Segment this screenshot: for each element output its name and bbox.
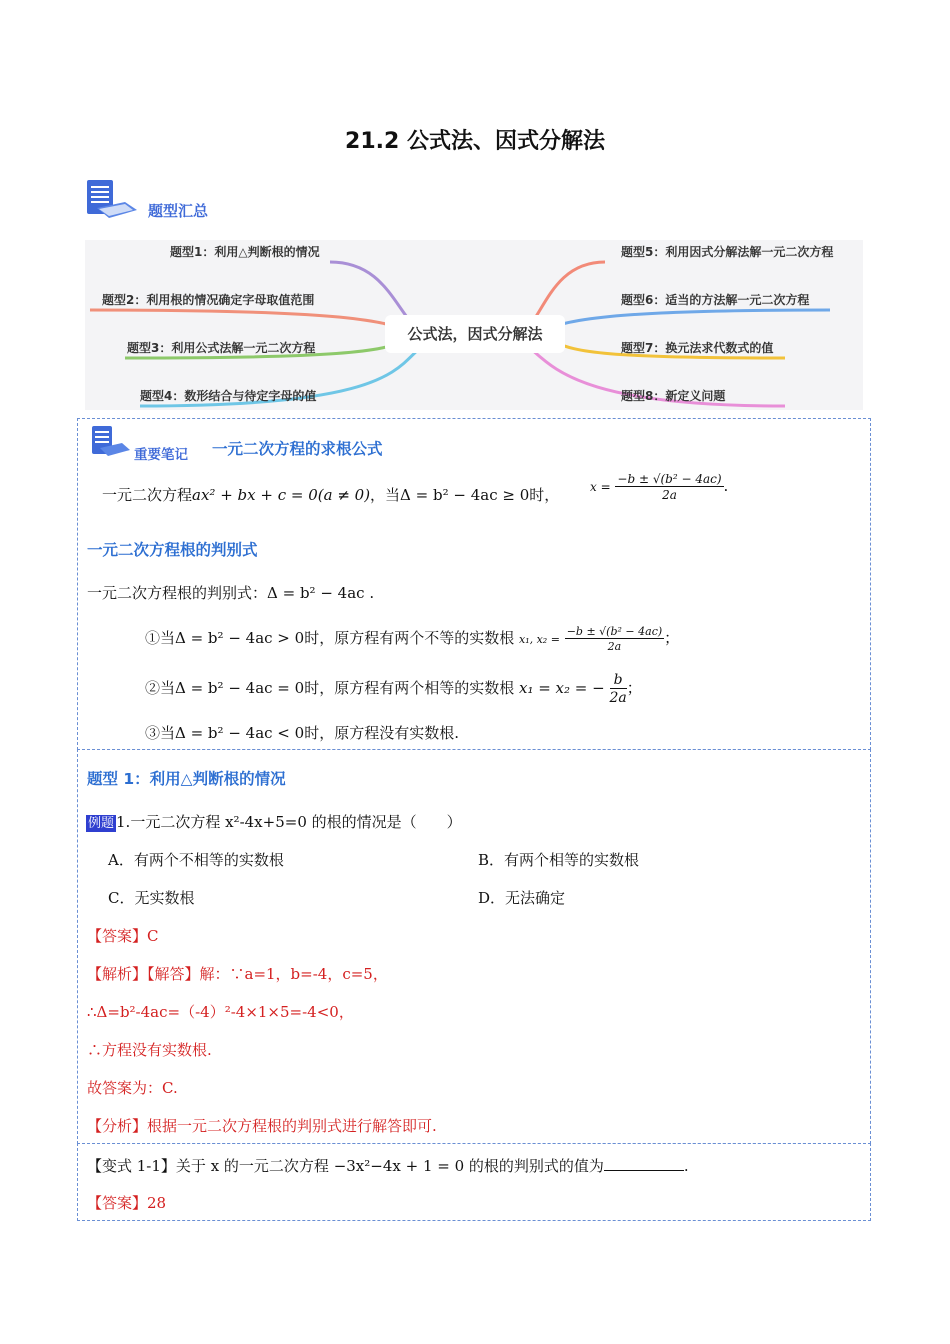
mind-map-item: 题型8：新定义问题 (621, 389, 726, 403)
case-2-fraction (610, 672, 627, 706)
example-question (86, 811, 462, 832)
question-text: 1.一元二次方程 x²-4x+5=0 的根的情况是（ ） (116, 813, 462, 831)
discriminant-title: 一元二次方程根的判别式 (87, 541, 258, 559)
case-1-roots: x₁, x₂ = (518, 633, 560, 646)
option-c: C．无实数根 (108, 889, 195, 907)
answer-blank (604, 1156, 684, 1171)
variant-text: 【变式 1-1】关于 x 的一元二次方程 −3x²−4x + 1 = 0 的根的判别式的值为 (87, 1157, 604, 1175)
analysis-line: ∴方程没有实数根. (87, 1041, 212, 1059)
book-icon (85, 178, 140, 223)
option-d: D．无法确定 (478, 889, 566, 907)
summary-header: 题型汇总 (148, 202, 209, 220)
formula-equation: ax² + bx + c = 0(a ≠ 0) (192, 486, 371, 504)
mind-map-item: 题型5：利用因式分解法解一元二次方程 (621, 245, 834, 259)
analysis-line: 故答案为：C. (87, 1079, 178, 1097)
variant-answer: 【答案】28 (87, 1194, 167, 1212)
mind-map-item: 题型4：数形结合与待定字母的值 (140, 389, 317, 403)
formula-x: x = (590, 480, 611, 494)
case-3: ③当Δ = b² − 4ac < 0时，原方程没有实数根. (145, 724, 459, 742)
type1-header: 题型 1：利用△判断根的情况 (87, 770, 286, 788)
case-2-text: ②当Δ = b² − 4ac = 0时，原方程有两个相等的实数根 (145, 679, 515, 697)
case-1: ①当Δ = b² − 4ac > 0时，原方程有两个不等的实数根 x₁, x₂ = $\frac{\text{−b ± √(b² − 4ac)}}{2a}$ ； (145, 625, 680, 653)
root-formula (102, 484, 559, 505)
formula-condition: ，当Δ = b² − 4ac ≥ 0时， (370, 486, 560, 504)
case-1-denominator: 2a (607, 640, 622, 653)
mind-map (85, 240, 863, 410)
analysis-line: ∴Δ=b²-4ac=（-4）²-4×1×5=-4<0， (87, 1003, 354, 1021)
formula-denominator: 2a (662, 488, 677, 502)
discriminant-definition: 一元二次方程根的判别式：Δ = b² − 4ac . (87, 584, 375, 602)
example-tag: 例题 (88, 816, 115, 831)
formula-numerator: −b ± √(b² − 4ac) (617, 472, 722, 486)
analysis-summary: 【分析】根据一元二次方程根的判别式进行解答即可. (87, 1117, 437, 1135)
mind-map-item: 题型1：利用△判断根的情况 (170, 245, 320, 259)
case-2-denominator: 2a (609, 690, 627, 706)
variant-question: 【变式 1-1】关于 x 的一元二次方程 −3x²−4x + 1 = 0 的根的判别式的值为 . (87, 1157, 689, 1175)
case-1-text: ①当Δ = b² − 4ac > 0时，原方程有两个不等的实数根 (145, 629, 515, 647)
type1-box (77, 749, 871, 1144)
notes-subtitle: 一元二次方程的求根公式 (212, 440, 383, 458)
case-2: ②当Δ = b² − 4ac = 0时，原方程有两个相等的实数根 x₁ = x₂ = − $\frac{b}{2a}$ ； (145, 672, 642, 706)
analysis-line: 【解析】【解答】解：∵a=1，b=-4，c=5， (87, 965, 388, 983)
mind-map-item: 题型3：利用公式法解一元二次方程 (127, 341, 316, 355)
option-a: A．有两个不相等的实数根 (108, 851, 284, 869)
page-title: 21.2 公式法、因式分解法 (345, 129, 605, 154)
case-2-roots: x₁ = x₂ = − (518, 679, 605, 697)
case-2-numerator: b (610, 672, 627, 689)
mind-map-item: 题型6：适当的方法解一元二次方程 (621, 293, 810, 307)
root-formula-x: x = $\frac{\text{−b ± √(b² − 4ac)}}{2a}$ . (590, 472, 729, 502)
mind-map-item: 题型2：利用根的情况确定字母取值范围 (102, 293, 315, 307)
formula-fraction (615, 472, 723, 502)
book-icon (90, 424, 132, 460)
case-1-fraction (565, 625, 664, 653)
answer: 【答案】C (87, 927, 159, 945)
formula-prefix: 一元二次方程 (102, 486, 193, 504)
mind-map-center: 公式法，因式分解法 (385, 315, 565, 353)
mind-map-item: 题型7：换元法求代数式的值 (621, 341, 774, 355)
notes-header: 重要笔记 (134, 447, 188, 463)
case-1-numerator: −b ± √(b² − 4ac) (566, 625, 663, 638)
option-b: B．有两个相等的实数根 (478, 851, 640, 869)
